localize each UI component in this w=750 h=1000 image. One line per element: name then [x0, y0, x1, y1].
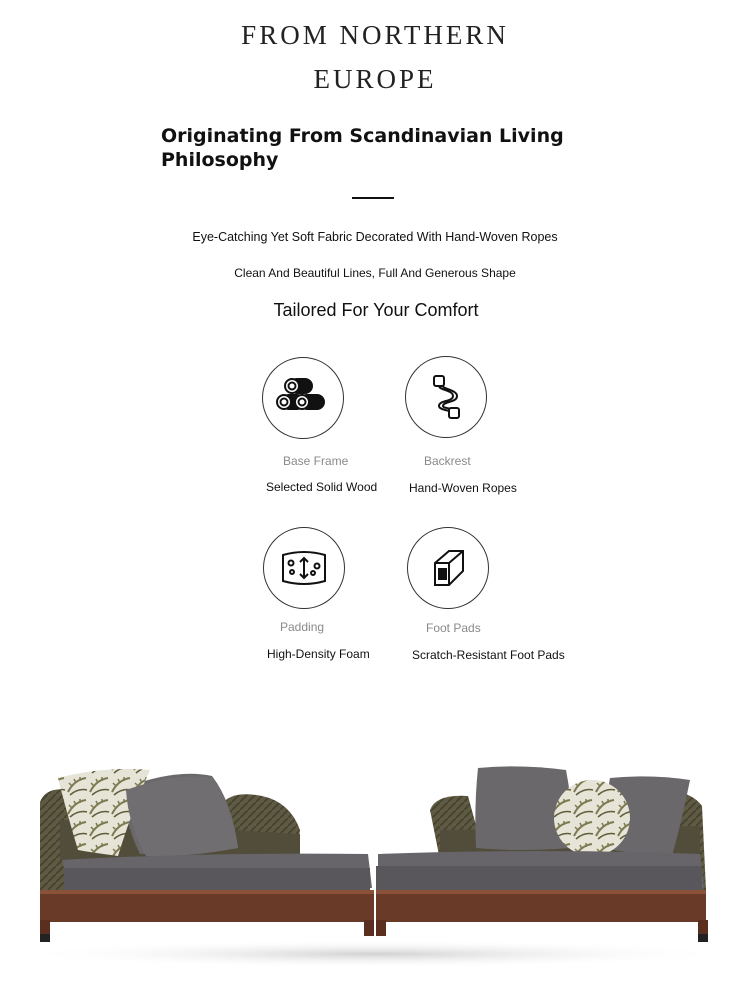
description-1: Eye-Catching Yet Soft Fabric Decorated With Hand-Woven Ropes [192, 230, 558, 244]
divider [352, 197, 394, 199]
heading-line-1: FROM NORTHERN [241, 20, 509, 50]
feature-value-backrest: Hand-Woven Ropes [409, 481, 517, 495]
feature-value-foot-pads: Scratch-Resistant Foot Pads [412, 648, 565, 662]
sofa-image [0, 730, 750, 990]
description-2: Clean And Beautiful Lines, Full And Generous Shape [234, 266, 516, 280]
feature-label-padding: Padding [280, 620, 325, 634]
feature-label-backrest: Backrest [424, 454, 471, 468]
rope-icon [405, 356, 487, 438]
feature-label-foot-pads: Foot Pads [426, 621, 481, 635]
heading-line-2: EUROPE [313, 64, 437, 94]
feature-value-padding: High-Density Foam [267, 647, 370, 661]
foot-pad-icon [407, 527, 489, 609]
section-title: Tailored For Your Comfort [273, 300, 479, 320]
feature-value-base-frame: Selected Solid Wood [266, 480, 378, 494]
foam-icon [263, 527, 345, 609]
subtitle: Originating From Scandinavian Living Philosophy [161, 125, 564, 171]
feature-label-base-frame: Base Frame [283, 454, 349, 468]
wood-logs-icon [262, 357, 344, 439]
